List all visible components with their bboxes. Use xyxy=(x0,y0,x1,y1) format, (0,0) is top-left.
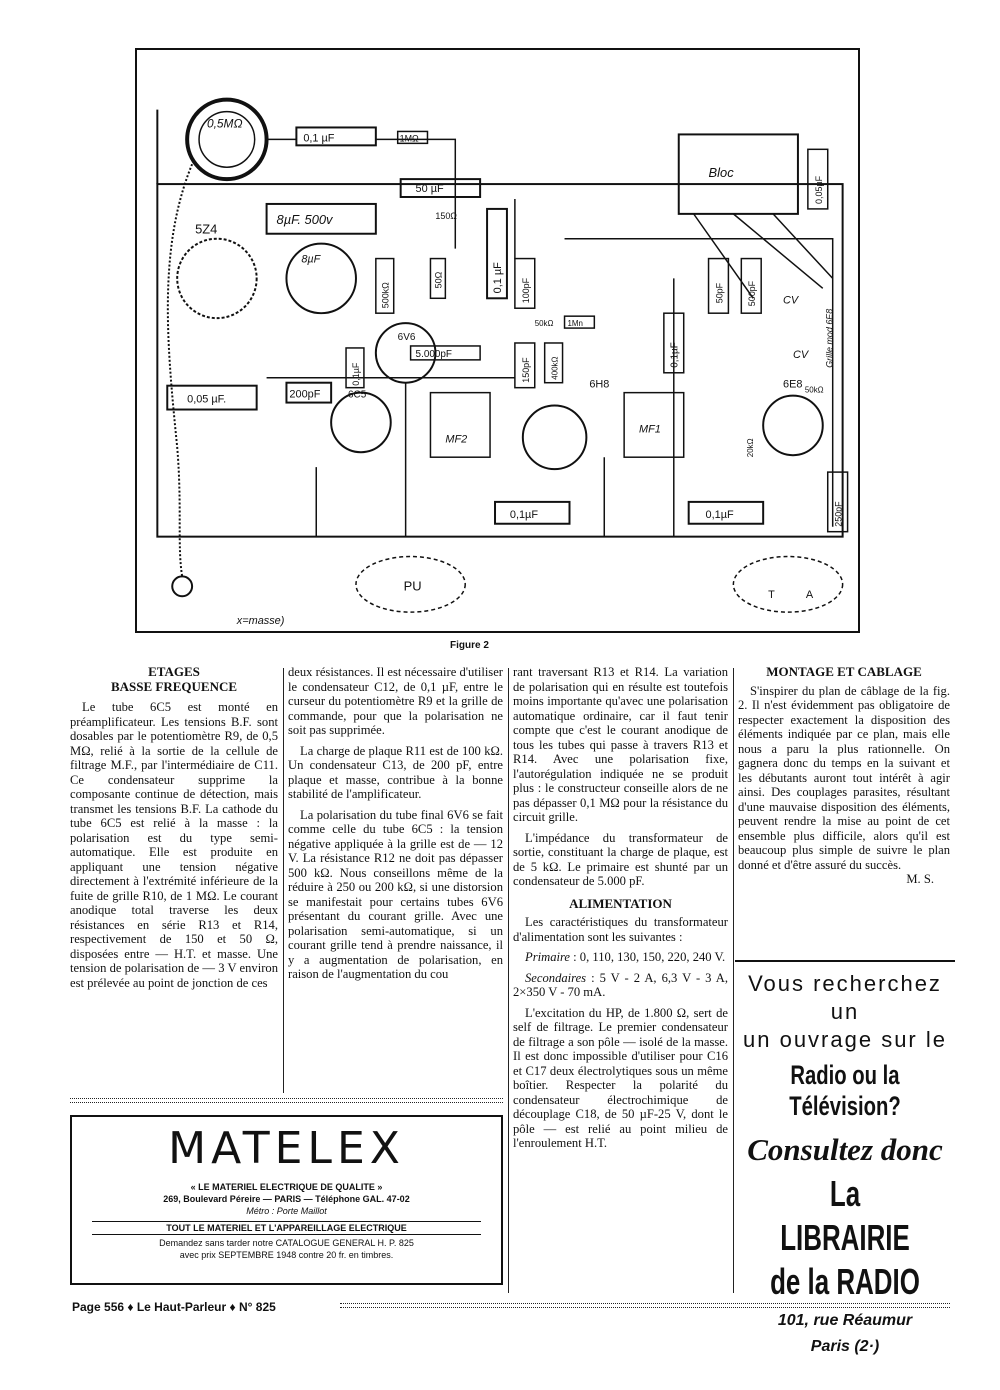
column-rule xyxy=(733,668,734,1293)
lib-line-3: Radio ou la Télévision? xyxy=(789,1060,901,1121)
label-r50: 50Ω xyxy=(433,271,444,289)
label-6e8: 6E8 xyxy=(783,378,803,391)
column-rule xyxy=(508,668,509,1293)
matelex-address: 269, Boulevard Péreire — PARIS — Téléphone GAL. 47-02 xyxy=(163,1194,410,1204)
matelex-slogan: « LE MATERIEL ELECTRIQUE DE QUALITE » xyxy=(190,1182,383,1192)
col3-paragraph-1: rant traversant R13 et R14. La variation de polarisation qui en résulte est toutefois moins importante qu'avec une polarisation automatique ordinaire, car il faut tenir compte que c'est le courant anodique de tous les tubes qui passe à travers R13 et R14. Avec une polarisation fixe, l'autorégulation indiquée ne se produit plus : le constructeur conseille alors de ne pas dépasser 0,1 MΩ pour la résistance du circuit grille. xyxy=(513,665,728,824)
matelex-line1: TOUT LE MATERIEL ET L'APPAREILLAGE ELECTRIQUE xyxy=(92,1221,481,1235)
footer-rule xyxy=(340,1303,950,1308)
label-bloc: Bloc xyxy=(708,165,734,181)
column-rule xyxy=(283,668,284,1093)
label-c01a: 0,1 µF xyxy=(303,132,335,145)
signature: M. S. xyxy=(906,872,934,886)
label-masse: x=masse) xyxy=(236,615,285,628)
col3-paragraph-3: Les caractéristiques du transformateur d'alimentation sont les suivantes : xyxy=(513,915,728,944)
col3-secondaires xyxy=(513,971,728,1000)
secondaires-label: Secondaires xyxy=(525,970,587,985)
label-c01c: 0,1µF xyxy=(350,362,361,386)
matelex-brand: MATELEX xyxy=(168,1123,405,1174)
col3-paragraph-2: L'impédance du transformateur de sortie, constituant la charge de plaque, est de 5 kΩ. Le primaire est shunté par un condensateur de 5.000 pF. xyxy=(513,830,728,888)
column-2 xyxy=(288,665,503,988)
heading-etages: ETAGES xyxy=(148,664,200,679)
lib-line-1: Vous recherchez un xyxy=(748,971,942,1024)
label-mf2: MF2 xyxy=(445,433,468,446)
label-pot: 0,5MΩ xyxy=(207,116,243,131)
matelex-line3: avec prix SEPTEMBRE 1948 contre 20 fr. en timbres. xyxy=(179,1250,394,1260)
column-1 xyxy=(70,665,278,996)
label-cv1: CV xyxy=(783,294,799,307)
label-6v6: 6V6 xyxy=(397,332,416,344)
label-c8a: 8µF. 500v xyxy=(276,211,333,227)
label-c005a: 0,05 µF. xyxy=(187,393,227,406)
label-c5000: 5.000pF xyxy=(415,348,452,360)
label-r400k: 400kΩ xyxy=(550,356,560,380)
col2-paragraph-1: deux résistances. Il est nécessaire d'utiliser le condensateur C12, de 0,1 µF, entre le curseur du potentiomètre R9 et la grille de commande, pour que la polarisation ne soit pas supprimée. xyxy=(288,665,503,737)
lib-line-7: 101, rue Réaumur xyxy=(777,1312,913,1329)
lib-line-5: La LIBRAIRIE xyxy=(780,1173,910,1258)
label-c50pf: 50pF xyxy=(714,282,725,304)
ad-matelex xyxy=(70,1115,503,1285)
heading-montage: MONTAGE ET CABLAGE xyxy=(766,664,922,679)
label-c8b: 8µF xyxy=(301,253,321,266)
label-r1m2: 1Mn xyxy=(567,319,583,329)
col4-paragraph: S'inspirer du plan de câblage de la fig. 2. Il n'est évidemment pas obligatoire de respecter exactement la disposition des éléments indiquée par ce plan, mais elle nous a paru la plus rationnelle. On gagnera donc du temps en la suivant et les débutants auront tout intérêt à agir ainsi. Des couplages parasites, résultant d'une mauvaise disposition des éléments, peuvent rendre la mise au point de cet ensemble plus difficile, alors qu'il est beaucoup plus simple de suivre le plan donné et d'être assuré du succès. xyxy=(738,683,950,872)
wiring-diagram xyxy=(135,48,860,633)
col3-paragraph-6: L'excitation du HP, de 1.800 Ω, sert de self de filtrage. Le premier condensateur de filtrage a son pôle — isolé de la masse. Il est donc impossible d'utiliser pour C16 et C17 deux électrolytiques sous un même boîtier. Respecter la polarité du condensateur électrochimique de découplage C18, de 50 µF-25 V, dont le pôle — est relié au point milieu de l'enroulement H.T. xyxy=(513,1005,728,1150)
ad-librairie xyxy=(735,960,955,1355)
separator xyxy=(70,1098,503,1103)
label-c150: 150pF xyxy=(520,357,531,383)
label-6h8: 6H8 xyxy=(589,378,610,391)
label-r50k2: 50kΩ xyxy=(804,385,824,395)
label-c50: 50 µF xyxy=(415,183,444,196)
col1-paragraph: Le tube 6C5 est monté en préamplificateur. Les tensions B.F. sont dosables par le potentiomètre R9, de 0,5 MΩ, relié à la sortie de la cellule de filtrage M.F., par l'intermédiaire de C11. Ce condensateur supprime la composante continue de détection, mais transmet les tensions B.F. La cathode du tube 6C5 est relié à la masse : la polarisation est du type semi-automatique. Elle est produite en appliquant une tension négative directement à l'extrémité inférieure de la fuite de grille R10, de 1 MΩ. Le courant anodique total traverse les deux résistances en série R13 et R14, respectivement de 150 et 50 Ω, disposées entre — H.T. et masse. Une tension de polarisation de — 3 V environ est prélevée au point de jonction de ces xyxy=(70,700,278,990)
label-5z4: 5Z4 xyxy=(195,221,218,237)
label-c500pf: 500pF xyxy=(747,280,758,307)
lib-line-8: Paris (2·) xyxy=(810,1338,880,1355)
label-c200: 200pF xyxy=(289,388,321,401)
label-r50k: 50kΩ xyxy=(534,319,554,329)
heading-alimentation: ALIMENTATION xyxy=(569,895,672,911)
column-3 xyxy=(513,665,728,1157)
label-grille: Grille mod 6E8 xyxy=(824,308,835,368)
primaire-values: : 0, 110, 130, 150, 220, 240 V. xyxy=(570,950,726,964)
label-term-a: A xyxy=(805,589,814,602)
label-r150: 150Ω xyxy=(435,210,457,221)
label-c100: 100pF xyxy=(520,277,531,304)
label-c01f: 0,1µF xyxy=(705,508,734,521)
label-term-t: T xyxy=(768,589,775,602)
label-r500k: 500kΩ xyxy=(380,282,391,309)
col2-paragraph-3: La polarisation du tube final 6V6 se fait comme celle du tube 6C5 : la tension négative appliquée à la grille est de — 12 V. La résistance R12 ne doit pas dépasser 500 kΩ. Nous conseillons même de la réduire à 250 ou 200 kΩ, si une distorsion se manifestait pour certains tubes 6V6 présentant du courant grille. Avec une polarisation semi-automatique, si un courant grille tend à prendre naissance, il y a augmentation de polarisation, en raison de l'augmentation du cou xyxy=(288,807,503,981)
matelex-line2: Demandez sans tarder notre CATALOGUE GENERAL H. P. 825 xyxy=(159,1238,414,1248)
col3-primaire xyxy=(513,950,728,965)
label-c01b: 0,1 µF xyxy=(491,262,504,294)
page-footer: Page 556 ♦ Le Haut-Parleur ♦ N° 825 xyxy=(72,1300,276,1314)
column-4 xyxy=(738,665,950,887)
label-c250: 250pF xyxy=(833,501,844,527)
lib-line-6: de la RADIO xyxy=(770,1261,920,1302)
label-6c5: 6C5 xyxy=(348,389,367,401)
col2-paragraph-2: La charge de plaque R11 est de 100 kΩ. Un condensateur C13, de 200 pF, entre plaque et masse, contribue à la bonne stabilité de l'amplificateur. xyxy=(288,743,503,801)
label-c01d: 0,1µF xyxy=(669,342,681,368)
label-cv2: CV xyxy=(792,348,809,361)
heading-basse-frequence: BASSE FREQUENCE xyxy=(110,678,238,694)
secondaires-values: : 5 V - 2 A, 6,3 V - 3 A, 2×350 V - 70 mA. xyxy=(513,970,728,999)
label-r20k: 20kΩ xyxy=(746,438,756,458)
label-c01e: 0,1µF xyxy=(509,508,539,521)
lib-line-2: un ouvrage sur le xyxy=(743,1027,947,1052)
lib-line-4: Consultez donc xyxy=(747,1132,943,1167)
figure-caption: Figure 2 xyxy=(450,640,489,651)
primaire-label: Primaire xyxy=(525,950,571,964)
matelex-metro: Métro : Porte Maillot xyxy=(246,1206,327,1216)
label-c005b: 0,05µF xyxy=(813,175,824,204)
label-pu: PU xyxy=(403,578,422,594)
label-mf1: MF1 xyxy=(639,423,661,436)
label-r1m: 1MΩ xyxy=(399,133,419,144)
